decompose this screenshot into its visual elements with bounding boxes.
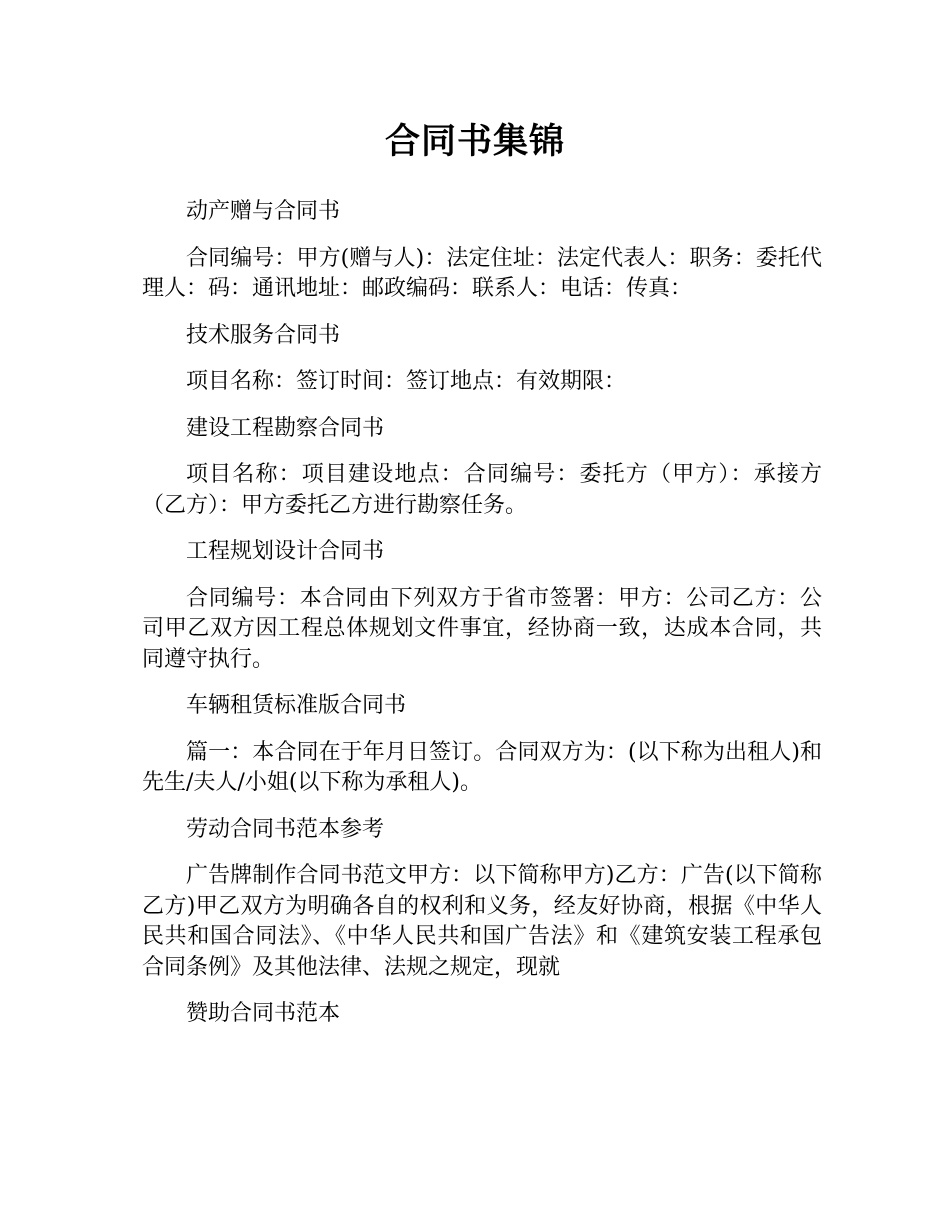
section-heading-technical-service: 技术服务合同书 xyxy=(186,322,341,348)
section-heading-survey-contract: 建设工程勘察合同书 xyxy=(186,415,385,441)
paragraph-technical-service-fields: 项目名称：签订时间：签订地点：有效期限： xyxy=(186,369,627,394)
paragraph-vehicle-lease-text: 篇一：本合同在于年月日签订。合同双方为：(以下称为出租人)和先生/夫人/小姐(以下称为承租人)。 xyxy=(142,739,822,795)
paragraph-gift-contract-fields: 合同编号：甲方(赠与人)：法定住址：法定代表人：职务：委托代理人：码：通讯地址：邮政编码：联系人：电话：传真： xyxy=(142,245,822,301)
document-title: 合同书集锦 xyxy=(384,122,565,162)
paragraph-planning-design-text: 合同编号：本合同由下列双方于省市签署：甲方：公司乙方：公司甲乙双方因工程总体规划文件事宜，经协商一致，达成本合同，共同遵守执行。 xyxy=(142,585,822,672)
section-heading-vehicle-lease: 车辆租赁标准版合同书 xyxy=(186,693,407,718)
section-heading-sponsorship: 赞助合同书范本 xyxy=(186,1001,341,1026)
section-heading-planning-design: 工程规划设计合同书 xyxy=(186,539,385,564)
paragraph-billboard-contract-text: 广告牌制作合同书范文甲方：以下简称甲方)乙方：广告(以下简称乙方)甲乙双方为明确各自的权利和义务，经友好协商，根据《中华人民共和国合同法》、《中华人民共和国广告法》和《建筑安装工程承包合同条例》及其他法律、法规之规定，现就 xyxy=(142,863,822,980)
document-body xyxy=(142,197,822,1046)
section-heading-labor-contract: 劳动合同书范本参考 xyxy=(186,816,385,842)
section-heading-movable-property-gift: 动产赠与合同书 xyxy=(186,199,341,224)
paragraph-survey-contract-fields: 项目名称：项目建设地点：合同编号：委托方（甲方）：承接方（乙方）：甲方委托乙方进行勘察任务。 xyxy=(142,462,822,518)
